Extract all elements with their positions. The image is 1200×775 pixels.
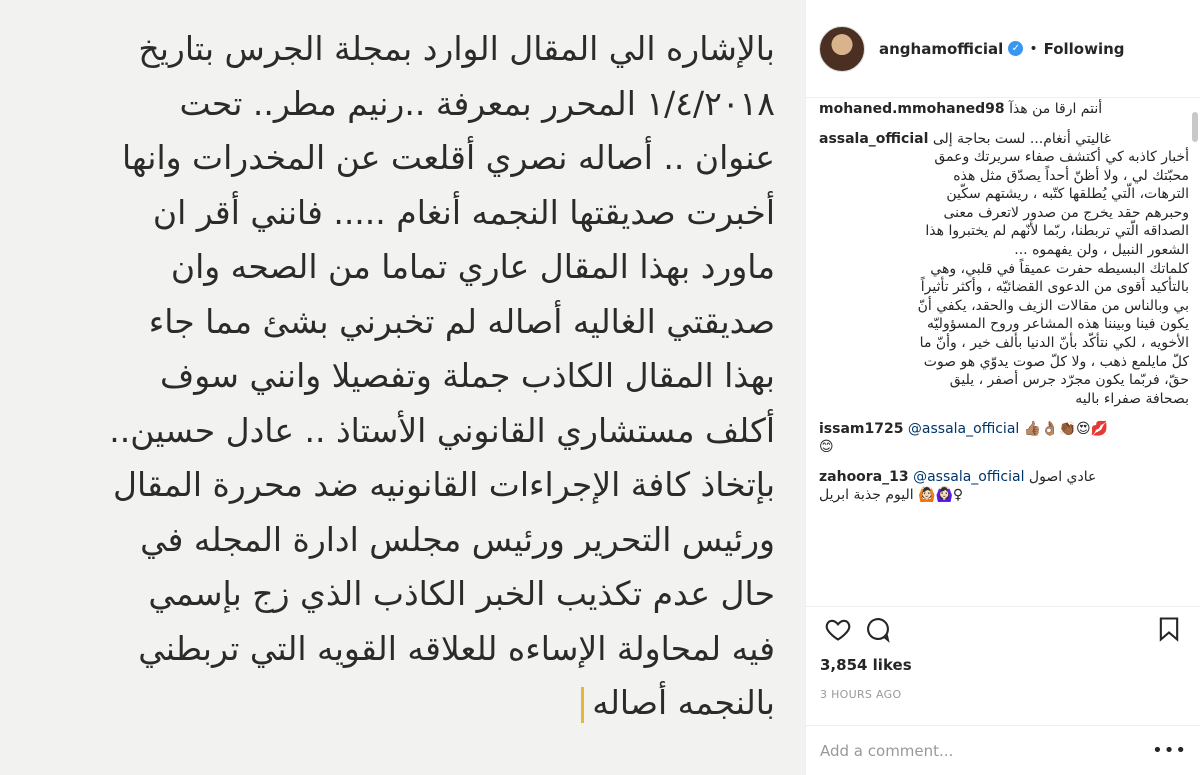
- header-separator: •: [1029, 40, 1038, 57]
- post-header: [806, 0, 1200, 98]
- comment-text: أنتم ارقا من هذآ: [1009, 101, 1103, 117]
- post-side-panel: [805, 0, 1200, 775]
- comment-text: عادي اصول: [1028, 469, 1097, 486]
- post-text-line: ماورد بهذا المقال عاري تماما من الصحه وان: [170, 247, 775, 286]
- comment-text: الشعور النبيل ، ولن يفهموه ...: [1014, 241, 1189, 258]
- comment-text: بي وبالناس من مقالات الزيف والحقد، يكفي أنّ: [917, 297, 1189, 314]
- post-text-line: ورئيس التحرير ورئيس مجلس ادارة المجله في: [140, 519, 775, 559]
- comment-username[interactable]: mohaned.mmohaned98: [819, 101, 1005, 117]
- post-text-line: بهذا المقال الكاذب جملة وتفصيلا وانني سوف: [160, 356, 775, 395]
- comment-text: حقّ، فربّما يكون مجرّد جرس أصفر ، يليق: [949, 372, 1189, 389]
- comment-text: ♀🙆🏻‍♀🙆🏻 اليوم جذبة ابريل: [819, 487, 964, 504]
- comment-text: كلّ مايلمع ذهب ، ولا كلّ صوت يدوّي هو صوت: [923, 353, 1189, 370]
- post-text-line: عنوان .. أصاله نصري أقلعت عن المخدرات وانها: [122, 138, 775, 177]
- post-text-line: صديقتي الغاليه أصاله لم تخبرني بشئ مما جاء: [148, 301, 775, 341]
- text-cursor: [581, 687, 584, 723]
- comment-text: يكون فينا وبيننا هذه المشاعر وروح المسؤوليّه: [926, 316, 1189, 333]
- post-text-line: حال عدم تكذيب الخبر الكاذب الذي زج بإسمي: [148, 574, 775, 613]
- post-text-line: أكلف مستشاري القانوني الأستاذ .. عادل حسين..: [109, 410, 775, 450]
- post-text-line: أخبرت صديقتها النجمه أنغام ..... فانني أقر ان: [152, 192, 775, 232]
- comment-text: الأخويه ، لكي نتأكّد بأنّ الدنيا بألف خير ، وأنّ ما: [919, 334, 1189, 351]
- comment-text: الصداقه الّتي تربطنا، ربّما لأنّهم لم يختبروا هذا: [925, 223, 1189, 240]
- add-comment-bar: [806, 725, 1200, 775]
- post-timestamp[interactable]: 3 HOURS AGO: [820, 688, 902, 701]
- comment-emoji: 👍🏽👌🏽👏🏾😍💋: [1023, 421, 1109, 438]
- comment-text: كلماتك البسيطه حفرت عميقاً في قلبي، وهي: [930, 260, 1189, 277]
- likes-count[interactable]: 3,854 likes: [820, 656, 912, 674]
- post-text-line: فيه لمحاولة الإساءه للعلاقه القويه التي تربطني: [138, 628, 775, 668]
- comment-text: الترهات، الّتي يُطلقها كتّبه ، ريشتهم سكّين: [946, 186, 1189, 203]
- following-button[interactable]: Following: [1043, 39, 1125, 58]
- comment-text: وحبرهم حقد يخرج من صدور لاتعرف معنى: [943, 204, 1189, 221]
- comment-text: بالتأكيد أقوى من الدعوى القضائيّه ، وأكثر تأثيراً: [920, 279, 1189, 296]
- comment-item: [819, 100, 1189, 118]
- bookmark-icon[interactable]: [1149, 609, 1189, 649]
- action-bar: [806, 606, 1200, 650]
- comment-username[interactable]: zahoora_13: [819, 469, 909, 486]
- post-text-line: بإتخاذ كافة الإجراءات القانونيه ضد محررة المقال: [113, 465, 775, 504]
- comment-text: بصحافة صفراء باليه: [1075, 390, 1189, 407]
- post-text-line: ١/٤/٢٠١٨ المحرر بمعرفة ..رنيم مطر.. تحت: [179, 83, 775, 123]
- comment-item: [819, 468, 1189, 504]
- comment-username[interactable]: assala_official: [819, 131, 929, 147]
- comment-mention[interactable]: @assala_official: [913, 469, 1025, 486]
- comment-text: محبّتك لي ، ولا أظنّ أحداً يصدّق مثل هذه: [953, 167, 1189, 184]
- comments-list[interactable]: [806, 98, 1200, 606]
- comment-text-block: [819, 148, 1189, 408]
- comment-username[interactable]: issam1725: [819, 421, 904, 438]
- more-options-icon[interactable]: •••: [1152, 740, 1187, 761]
- heart-outline-icon[interactable]: [818, 609, 858, 649]
- header-username[interactable]: anghamofficial: [879, 39, 1004, 58]
- comments-scrollbar[interactable]: [1192, 112, 1198, 142]
- avatar[interactable]: [819, 26, 865, 72]
- post-text-line: بالنجمه أصاله: [592, 683, 775, 722]
- post-text-block: [30, 22, 775, 731]
- verified-badge-icon: ✓: [1008, 41, 1023, 56]
- comment-text: أخبار كاذبه كي أكتشف صفاء سريرتك وعمق: [934, 149, 1189, 165]
- comment-emoji: 😊: [819, 439, 834, 456]
- comment-text: غاليتي أنغام... لست بحاجة إلى: [932, 131, 1112, 147]
- comment-item: [819, 420, 1189, 456]
- post-text-line: بالإشاره الي المقال الوارد بمجلة الجرس بتاريخ: [138, 29, 775, 68]
- comment-mention[interactable]: @assala_official: [907, 421, 1020, 438]
- comment-item: [819, 130, 1189, 408]
- add-comment-input[interactable]: [820, 742, 1150, 760]
- speech-bubble-icon[interactable]: [858, 609, 898, 649]
- post-text-line-last: [30, 676, 775, 731]
